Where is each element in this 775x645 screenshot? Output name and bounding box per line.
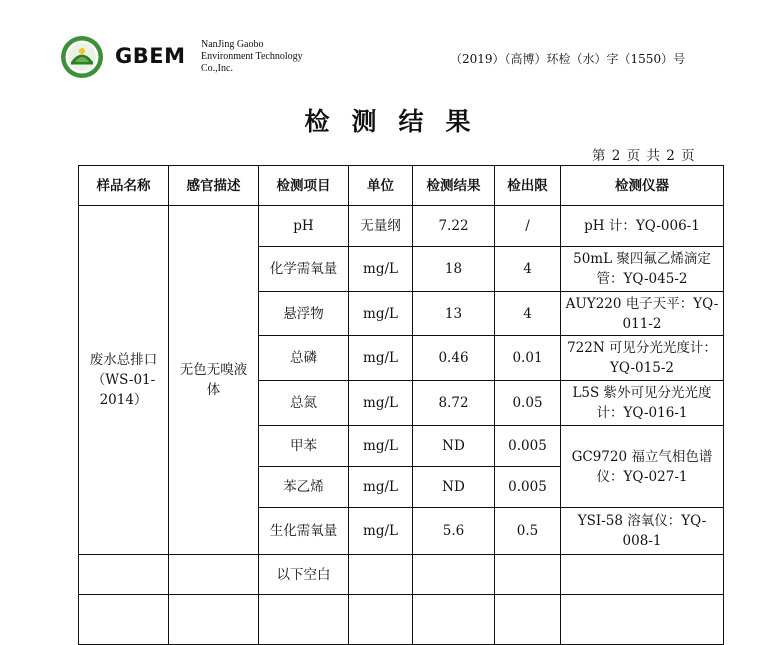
result-cell: ND <box>413 467 495 508</box>
unit-cell: mg/L <box>349 508 413 555</box>
certificate-number: （2019）（高博）环检（水）字（1550）号 <box>450 52 686 66</box>
instrument-cell: GC9720 福立气相色谱仪：YQ-027-1 <box>561 426 724 508</box>
description-cell: 无色无嗅液体 <box>169 206 259 555</box>
unit-cell: mg/L <box>349 426 413 467</box>
table-header-row <box>79 166 724 206</box>
column-header: 检测结果 <box>413 166 495 206</box>
instrument-cell: YSI-58 溶氧仪：YQ-008-1 <box>561 508 724 555</box>
result-cell: ND <box>413 426 495 467</box>
page-number: 第 2 页 共 2 页 <box>592 148 696 164</box>
result-cell: 8.72 <box>413 381 495 426</box>
unit-cell: mg/L <box>349 247 413 292</box>
limit-cell: 0.005 <box>495 426 561 467</box>
page-title: 检测结果 <box>304 107 493 136</box>
instrument-cell: AUY220 电子天平：YQ-011-2 <box>561 292 724 336</box>
instrument-cell: L5S 紫外可见分光光度计：YQ-016-1 <box>561 381 724 426</box>
table-row-empty <box>79 595 724 645</box>
table-row-blank-note <box>79 555 724 595</box>
column-header: 样品名称 <box>79 166 169 206</box>
item-cell: 总氮 <box>259 381 349 426</box>
item-cell: 总磷 <box>259 336 349 381</box>
limit-cell: 0.5 <box>495 508 561 555</box>
company-line: NanJing Gaobo <box>201 39 264 50</box>
limit-cell: 0.005 <box>495 467 561 508</box>
unit-cell: mg/L <box>349 336 413 381</box>
item-cell: 苯乙烯 <box>259 467 349 508</box>
instrument-cell: pH 计：YQ-006-1 <box>561 206 724 247</box>
company-name <box>201 39 303 75</box>
brand-name: GBEM <box>115 44 186 68</box>
unit-cell: mg/L <box>349 467 413 508</box>
item-cell: 生化需氧量 <box>259 508 349 555</box>
limit-cell: 0.01 <box>495 336 561 381</box>
blank-note-cell: 以下空白 <box>259 555 349 595</box>
unit-cell: 无量纲 <box>349 206 413 247</box>
limit-cell: 0.05 <box>495 381 561 426</box>
result-cell: 13 <box>413 292 495 336</box>
column-header: 检测仪器 <box>561 166 724 206</box>
gbem-logo-icon <box>60 35 104 79</box>
instrument-cell: 50mL 聚四氟乙烯滴定管：YQ-045-2 <box>561 247 724 292</box>
result-cell: 18 <box>413 247 495 292</box>
column-header: 检出限 <box>495 166 561 206</box>
column-header: 检测项目 <box>259 166 349 206</box>
limit-cell: / <box>495 206 561 247</box>
unit-cell: mg/L <box>349 381 413 426</box>
result-cell: 7.22 <box>413 206 495 247</box>
column-header: 单位 <box>349 166 413 206</box>
result-cell: 5.6 <box>413 508 495 555</box>
item-cell: pH <box>259 206 349 247</box>
column-header: 感官描述 <box>169 166 259 206</box>
report-header <box>0 0 775 95</box>
unit-cell: mg/L <box>349 292 413 336</box>
company-line: Environment Technology <box>201 51 303 62</box>
company-line: Co.,Inc. <box>201 63 233 74</box>
limit-cell: 4 <box>495 247 561 292</box>
instrument-cell: 722N 可见分光光度计：YQ-015-2 <box>561 336 724 381</box>
table-row <box>79 206 724 247</box>
results-table <box>78 165 724 645</box>
sample-name-cell: 废水总排口（WS-01-2014） <box>79 206 169 555</box>
result-cell: 0.46 <box>413 336 495 381</box>
item-cell: 化学需氧量 <box>259 247 349 292</box>
limit-cell: 4 <box>495 292 561 336</box>
item-cell: 甲苯 <box>259 426 349 467</box>
item-cell: 悬浮物 <box>259 292 349 336</box>
